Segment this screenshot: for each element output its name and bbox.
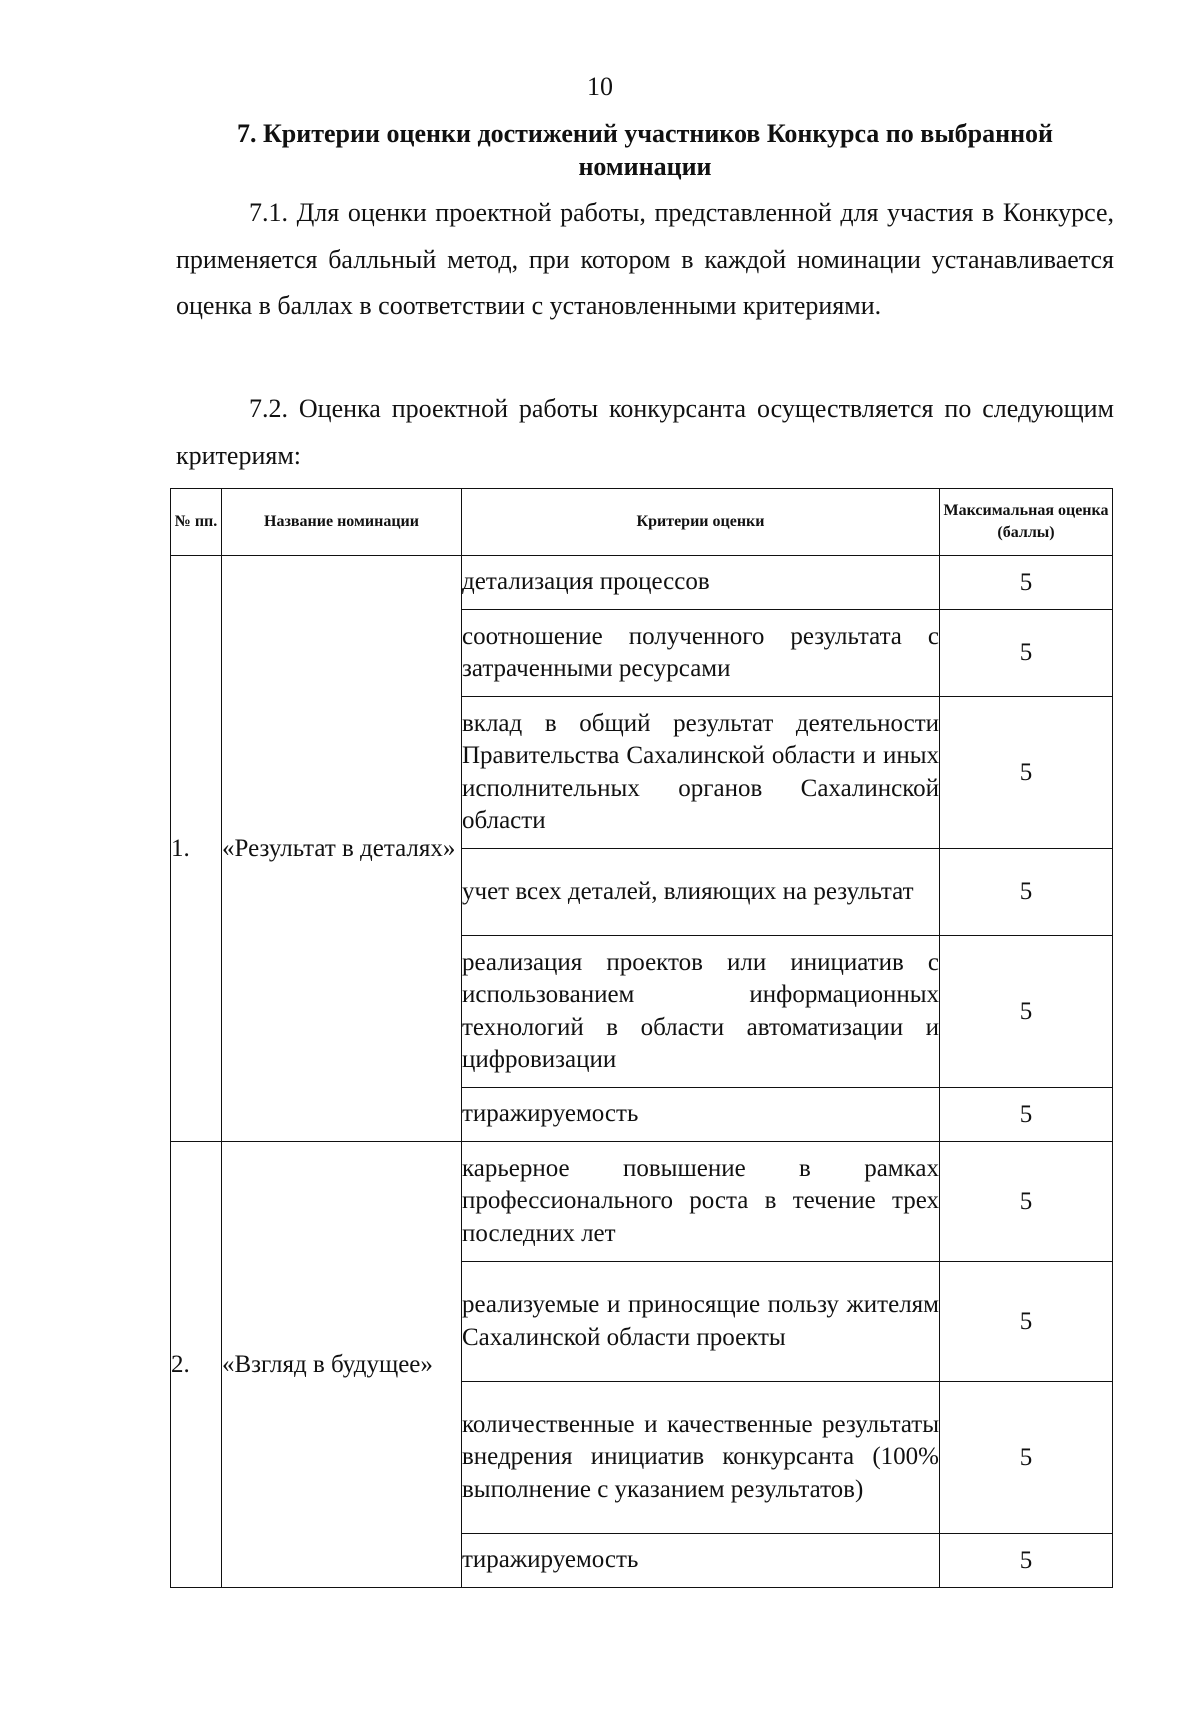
criterion-cell: вклад в общий результат деятельности Правительства Сахалинской области и иных исполнительных органов Сахалинской области [462, 697, 940, 849]
nomination-number: 1. [171, 556, 222, 1142]
nomination-name: «Результат в деталях» [222, 556, 462, 1142]
table-row [171, 556, 1113, 610]
score-cell: 5 [940, 610, 1113, 697]
header-criteria: Критерии оценки [462, 489, 940, 556]
nomination-number: 2. [171, 1142, 222, 1588]
paragraph-7-2: 7.2. Оценка проектной работы конкурсанта осуществляется по следующим критериям: [176, 394, 1114, 470]
score-cell: 5 [940, 936, 1113, 1088]
criterion-cell: детализация процессов [462, 556, 940, 610]
criteria-table [170, 488, 1113, 1588]
criterion-cell: реализация проектов или инициатив с использованием информационных технологий в области автоматизации и цифровизации [462, 936, 940, 1088]
score-cell: 5 [940, 1142, 1113, 1262]
header-num: № пп. [171, 489, 222, 556]
criterion-cell: тиражируемость [462, 1534, 940, 1588]
score-cell: 5 [940, 1534, 1113, 1588]
score-cell: 5 [940, 1088, 1113, 1142]
criterion-cell: соотношение полученного результата с затраченными ресурсами [462, 610, 940, 697]
table-row [171, 1142, 1113, 1262]
score-cell: 5 [940, 849, 1113, 936]
score-cell: 5 [940, 556, 1113, 610]
criterion-cell: реализуемые и приносящие пользу жителям Сахалинской области проекты [462, 1262, 940, 1382]
criterion-cell: тиражируемость [462, 1088, 940, 1142]
page-number: 10 [587, 72, 613, 101]
section-heading: 7. Критерии оценки достижений участников Конкурса по выбранной номинации [236, 119, 1054, 181]
header-nomination: Название номинации [222, 489, 462, 556]
nomination-name: «Взгляд в будущее» [222, 1142, 462, 1588]
score-cell: 5 [940, 1262, 1113, 1382]
paragraph-7-1: 7.1. Для оценки проектной работы, представленной для участия в Конкурсе, применяется балльный метод, при котором в каждой номинации устанавливается оценка в баллах в соответствии с установленными критериями. [176, 198, 1114, 320]
table-header-row [171, 489, 1113, 556]
score-cell: 5 [940, 697, 1113, 849]
criterion-cell: карьерное повышение в рамках профессионального роста в течение трех последних лет [462, 1142, 940, 1262]
header-max-score: Максимальная оценка (баллы) [940, 489, 1113, 556]
criterion-cell: количественные и качественные результаты внедрения инициатив конкурсанта (100% выполнение с указанием результатов) [462, 1382, 940, 1534]
criterion-cell: учет всех деталей, влияющих на результат [462, 849, 940, 936]
score-cell: 5 [940, 1382, 1113, 1534]
